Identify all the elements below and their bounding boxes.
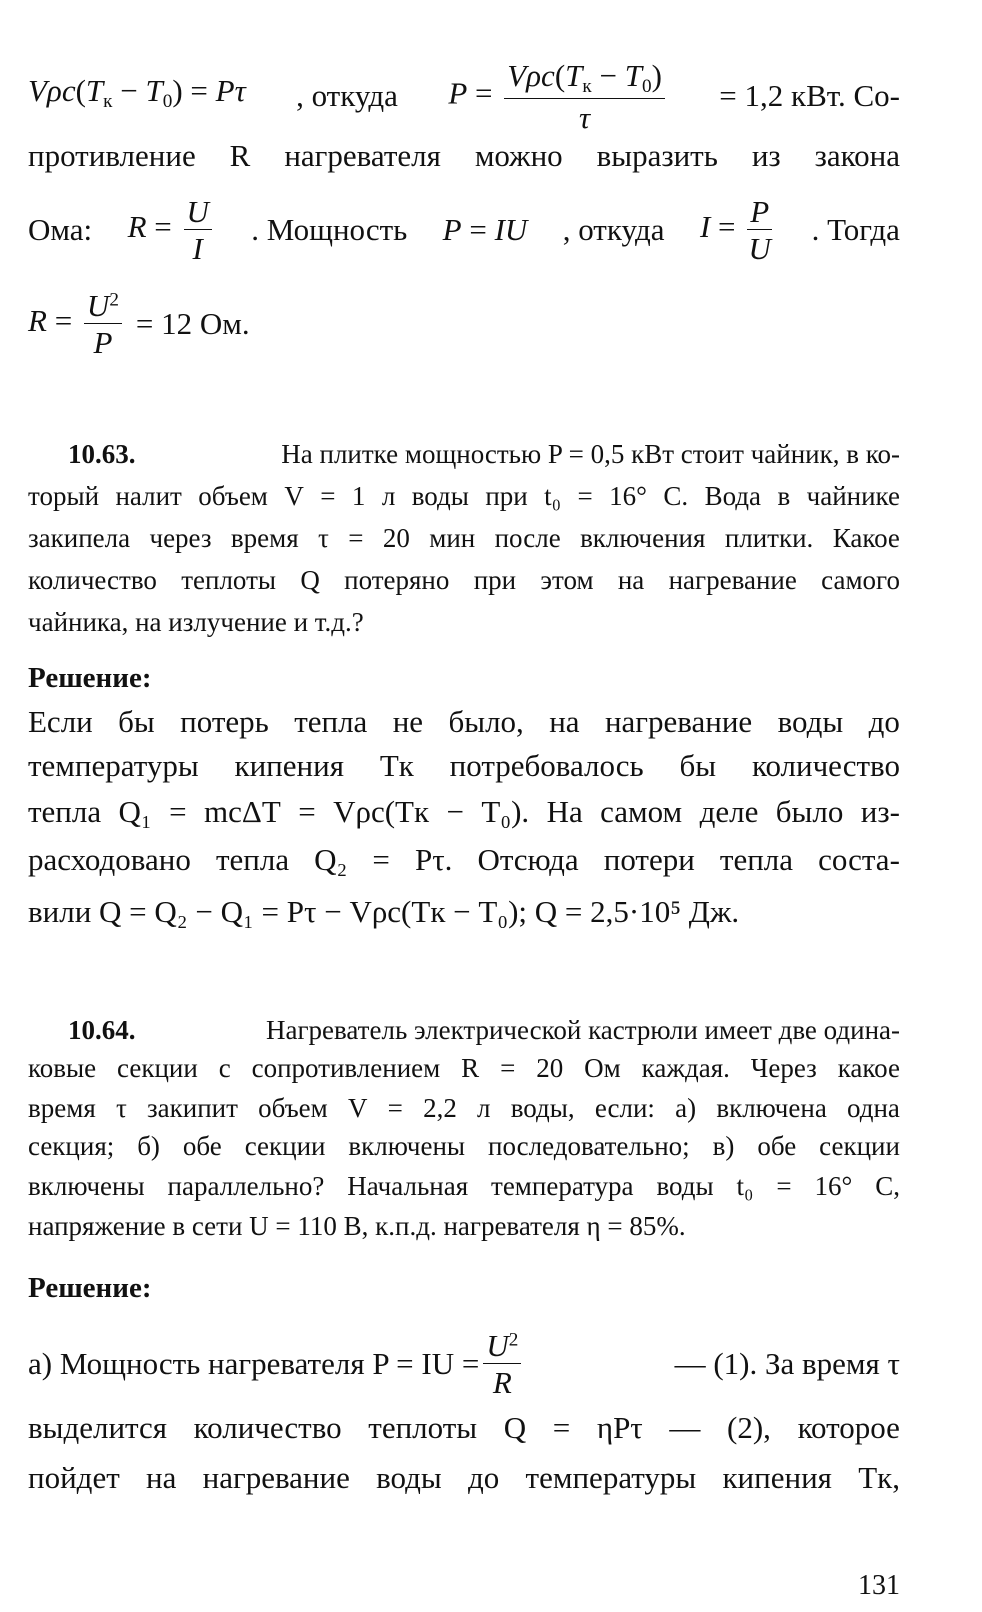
problem-10-63-line-3: закипела через время τ = 20 мин после включения плитки. Какое [28,523,900,553]
word-otkuda: , откуда [296,78,398,114]
resistance-result: = 12 Ом. [135,306,250,341]
solution-10-64-text-1b: — (1). За время τ [674,1346,900,1381]
page-number: 131 [858,1570,900,1601]
solution-10-63-line-4: расходовано тепла Q₂ = Pτ. Отсюда потери тепла соста- [28,842,900,877]
formula-p-iu: P = IU [442,212,528,247]
solution-10-64-line-2: выделится количество теплоты Q = ηPτ — (2), которое [28,1410,900,1445]
problem-10-64-text-1: Нагреватель электрической кастрюли имеет две одина- [265,1015,900,1045]
formula-current: I = $\frac{P}{U}$ [699,194,771,266]
formula-r-u2-p: R = $\frac{U^2}{P}$ [28,290,126,358]
word-oma: Ома: [28,212,93,247]
problem-number-10-64: 10.64. [68,1015,136,1045]
formula-energy-balance: $V\rho c(T_к - T_0) = P\tau$ [28,73,246,112]
solution-10-64-line-1 [28,1330,900,1398]
solution-10-63-line-3: тепла Q₁ = mcΔT = Vρc(Tк − T₀). На самом деле было из- [28,794,900,829]
problem-10-64-line-6: напряжение в сети U = 110 В, к.п.д. нагревателя η = 85%. [28,1211,686,1241]
problem-number-10-63: 10.63. [68,439,136,469]
solution-10-63-line-2: температуры кипения Tк потребовалось бы количество [28,748,900,783]
formula-line-ohm [28,196,900,264]
formula-ohm: R = $\frac{U}{I}$ [128,196,216,264]
formula-power: P = $\frac{V\rho c(T_к - T_0)}{\tau}$ [448,60,669,133]
problem-10-64-line-1 [68,1012,900,1048]
problem-10-64-line-4: секция; б) обе секции включены последовательно; в) обе секции [28,1131,900,1161]
formula-line-resistance-result [28,290,900,358]
solution-10-64-text-1a: а) Мощность нагревателя P = IU = [28,1346,480,1381]
word-otkuda-2: , откуда [562,212,665,247]
formula-line-1 [28,60,900,133]
power-result: = 1,2 кВт. Со- [719,78,900,114]
problem-10-63-text-1: На плитке мощностью P = 0,5 кВт стоит чайник, в ко- [281,439,900,469]
problem-10-63-line-1 [68,436,900,472]
problem-10-63-line-5: чайника, на излучение и т.д.? [28,607,364,637]
word-togda: . Тогда [811,212,900,247]
problem-10-63-line-2: торый налит объем V = 1 л воды при t₀ = 16° С. Вода в чайнике [28,481,900,511]
text-line-resistance: противление R нагревателя можно выразить из закона [28,138,900,173]
solution-10-64-line-3: пойдет на нагревание воды до температуры кипения Tк, [28,1460,900,1495]
problem-10-63-line-4: количество теплоты Q потеряно при этом на нагревание самого [28,565,900,595]
problem-10-64-line-2: ковые секции с сопротивлением R = 20 Ом каждая. Через какое [28,1053,900,1083]
solution-heading-10-64: Решение: [28,1272,152,1304]
fraction-u2-r: $\frac{U^2}{R}$ [483,1330,521,1398]
problem-10-64-line-3: время τ закипит объем V = 2,2 л воды, если: а) включена одна [28,1093,900,1123]
solution-10-63-line-5: вили Q = Q₂ − Q₁ = Pτ − Vρc(Tк − T₀); Q = 2,5·10⁵ Дж. [28,894,740,929]
solution-heading-10-63: Решение: [28,662,152,694]
word-moshchnost: . Мощность [251,212,408,247]
problem-10-64-line-5: включены параллельно? Начальная температура воды t₀ = 16° С, [28,1171,900,1201]
solution-10-63-line-1: Если бы потерь тепла не было, на нагревание воды до [28,704,900,739]
